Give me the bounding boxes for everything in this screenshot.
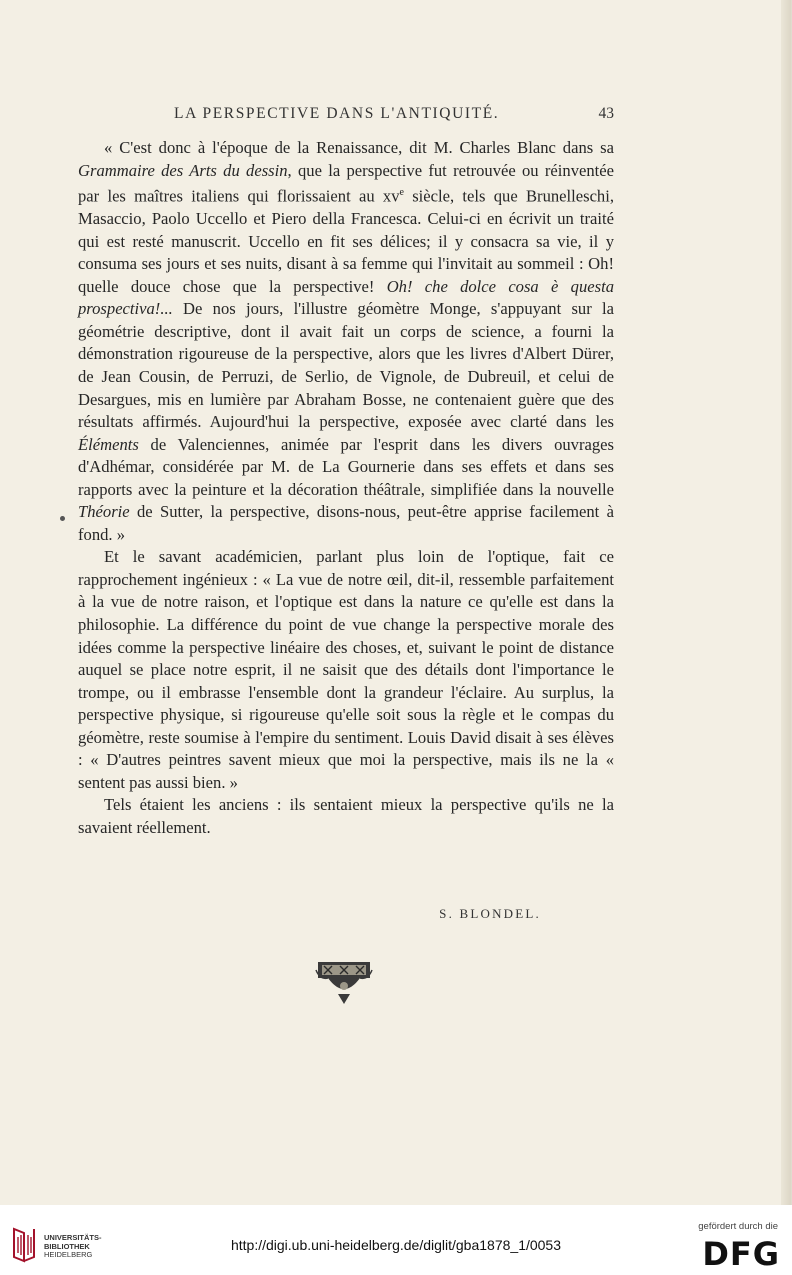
footer-bar (0, 1205, 792, 1275)
italic-text: Oh! che dolce cosa è questa prospectiva!... (78, 276, 614, 319)
margin-dot (60, 516, 65, 521)
text-run: , que la perspective fut retrouvée ou réinventée par les maîtres italiens qui florissaient au xv (78, 160, 614, 206)
library-name-line1: UNIVERSITÄTS- (44, 1233, 102, 1242)
paragraph (78, 137, 614, 546)
text-run: De nos jours, l'illustre géomètre Monge, s'appuyant sur la géométrie descriptive, dont il avait fait un corps de science, a fourni la démonstration rigoureuse de la perspective, alors que les livres d'Albert Dürer, de Jean Cousin, de Perruzi, de Serlio, de Vignole, de Dubreuil, et celui de Desargues, mis en lumière par Abraham Bosse, ne contenaient guère que des résultats affirmés. Aujourd'hui la perspective, exposée avec clarté dans les (78, 299, 614, 432)
permalink-url[interactable]: http://digi.ub.uni-heidelberg.de/diglit/gba1878_1/0053 (230, 1237, 562, 1253)
italic-text: Théorie (78, 502, 130, 522)
ornament-vignette-icon (314, 960, 374, 1006)
page-number: 43 (598, 105, 614, 122)
text-run: Tels étaient les anciens : ils sentaient mieux la perspective qu'ils ne la savaient réellement. (78, 795, 614, 837)
superscript-text: e (399, 187, 404, 199)
running-title: LA PERSPECTIVE DANS L'ANTIQUITÉ. (174, 105, 500, 122)
author-signature: S. BLONDEL. (439, 906, 541, 921)
text-run: de Sutter, la perspective, disons-nous, peut-être apprise facilement à fond. » (78, 502, 614, 544)
running-head (78, 105, 614, 125)
text-run: siècle, tels que Brunelleschi, Masaccio, Paolo Uccello et Piero della Francesca. Celui-ci en écrivit un traité qui est resté manuscrit. Uccello en fit ses délices; il y consacra sa vie, il y consuma ses jours et ses nuits, disant à sa femme qui l'invitait au sommeil : Oh! quelle douce chose que la perspective! (78, 186, 614, 296)
text-run: de Valenciennes, animée par l'esprit dans les divers ouvrages d'Adhémar, considérée par M. de La Gournerie dans ses effets et dans ses rapports avec la peinture et la décoration théâtrale, simplifiée dans la nouvelle (78, 434, 614, 499)
funded-by-label: gefördert durch die (698, 1221, 778, 1232)
page-edge-shadow (781, 0, 791, 1205)
paragraph (78, 546, 614, 794)
italic-text: Grammaire des Arts du dessin (78, 160, 288, 180)
text-run: « C'est donc à l'époque de la Renaissance, dit M. Charles Blanc dans sa (104, 138, 614, 157)
italic-text: Éléments (78, 434, 139, 454)
library-name-line2: BIBLIOTHEK (44, 1241, 90, 1251)
text-run: Et le savant académicien, parlant plus loin de l'optique, fait ce rapprochement ingénieux : « La vue de notre œil, dit-il, ressemble parfaitement à la vue de notre raison, et l'optique est dans la nature ce qu'elle est dans la philosophie. La différence du point de vue change la perspective morale des idées comme la perspective linéaire des choses, et, suivant le point de distance auquel se place notre esprit, il ne saisit que des détails dont l'importance le trompe, ou il embrasse l'ensemble dont la grandeur l'éclaire. Au surplus, la perspective physique, si rigoureuse qu'elle soit sous la règle et le compas du géomètre, reste soumise à l'empire du sentiment. Louis David disait à ses élèves : « D'autres peintres savent mieux que moi la perspective, mais ils ne la « sentent pas aussi bien. » (78, 547, 614, 792)
article-body (78, 137, 614, 839)
library-name-line3: HEIDELBERG (44, 1250, 93, 1260)
dfg-logo[interactable]: DFG (702, 1235, 780, 1273)
paragraph (78, 794, 614, 839)
